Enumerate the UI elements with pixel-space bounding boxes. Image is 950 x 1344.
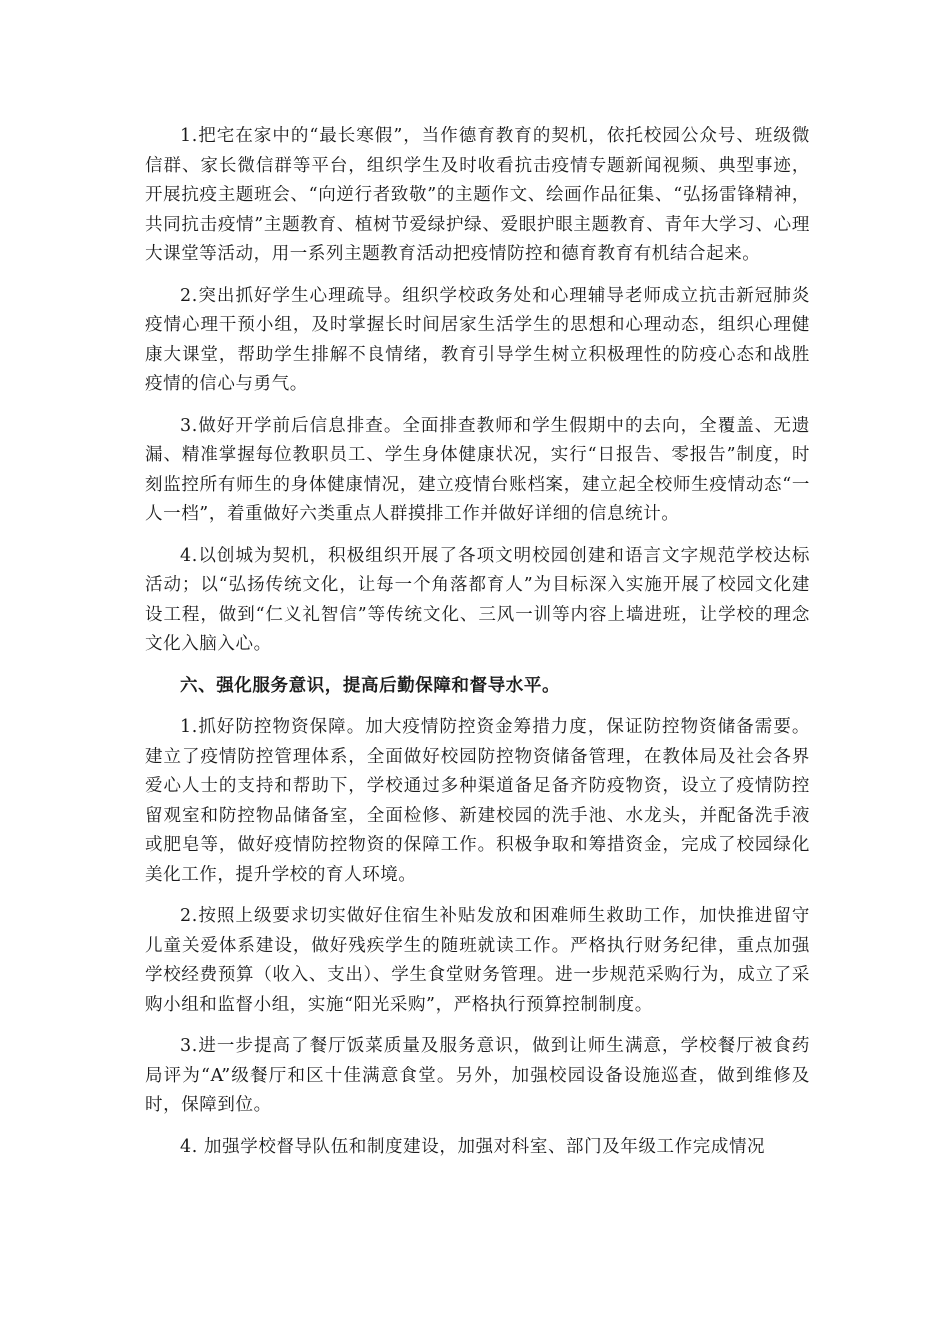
paragraph-information-screening: 3.做好开学前后信息排查。全面排查教师和学生假期中的去向，全覆盖、无遗漏、精准掌握每位教职员工、学生身体健康状况，实行“日报告、零报告”制度，时刻监控所有师生的身体健康情况，建立疫情台账档案，建立起全校师生疫情动态“一人一档”，着重做好六类重点人群摸排工作并做好详细的信息统计。: [145, 415, 810, 524]
paragraph-canteen-service: 3.进一步提高了餐厅饭菜质量及服务意识，做到让师生满意，学校餐厅被食药局评为“A”级餐厅和区十佳满意食堂。另外，加强校园设备设施巡查，做到维修及时，保障到位。: [145, 1036, 810, 1115]
paragraph-psychological-counseling: 2.突出抓好学生心理疏导。组织学校政务处和心理辅导老师成立抗击新冠肺炎疫情心理干预小组，及时掌握长时间居家生活学生的思想和心理动态，组织心理健康大课堂，帮助学生排解不良情绪，教育引导学生树立积极理性的防疫心态和战胜疫情的信心与勇气。: [145, 285, 810, 394]
paragraph-supervision: 4. 加强学校督导队伍和制度建设，加强对科室、部门及年级工作完成情况: [180, 1136, 766, 1157]
paragraph-subsidy-finance: 2.按照上级要求切实做好住宿生补贴发放和困难师生救助工作，加快推进留守儿童关爱体系建设，做好残疾学生的随班就读工作。严格执行财务纪律，重点加强学校经费预算（收入、支出）、学生食堂财务管理。进一步规范采购行为，成立了采购小组和监督小组，实施“阳光采购”，严格执行预算控制制度。: [145, 906, 810, 1015]
paragraph-moral-education: 1.把宅在家中的“最长寒假”，当作德育教育的契机，依托校园公众号、班级微信群、家长微信群等平台，组织学生及时收看抗击疫情专题新闻视频、典型事迹，开展抗疫主题班会、“向逆行者致敬”的主题作文、绘画作品征集、“弘扬雷锋精神，共同抗击疫情”主题教育、植树节爱绿护绿、爱眼护眼主题教育、青年大学习、心理大课堂等活动，用一系列主题教育活动把疫情防控和德育教育有机结合起来。: [145, 126, 810, 264]
paragraph-civilized-campus: 4.以创城为契机，积极组织开展了各项文明校园创建和语言文字规范学校达标活动；以“弘扬传统文化，让每一个角落都育人”为目标深入实施开展了校园文化建设工程，做到“仁义礼智信”等传统文化、三风一训等内容上墙进班，让学校的理念文化入脑入心。: [145, 545, 810, 654]
paragraph-supplies-guarantee: 1.抓好防控物资保障。加大疫情防控资金筹措力度，保证防控物资储备需要。建立了疫情防控管理体系，全面做好校园防控物资储备管理，在教体局及社会各界爱心人士的支持和帮助下，学校通过多种渠道备足备齐防疫物资，设立了疫情防控留观室和防控物品储备室，全面检修、新建校园的洗手池、水龙头，并配备洗手液或肥皂等，做好疫情防控物资的保障工作。积极争取和筹措资金，完成了校园绿化美化工作，提升学校的育人环境。: [145, 717, 810, 885]
document-body: [145, 122, 810, 1174]
section-heading: 六、强化服务意识，提高后勤保障和督导水平。: [180, 675, 561, 696]
